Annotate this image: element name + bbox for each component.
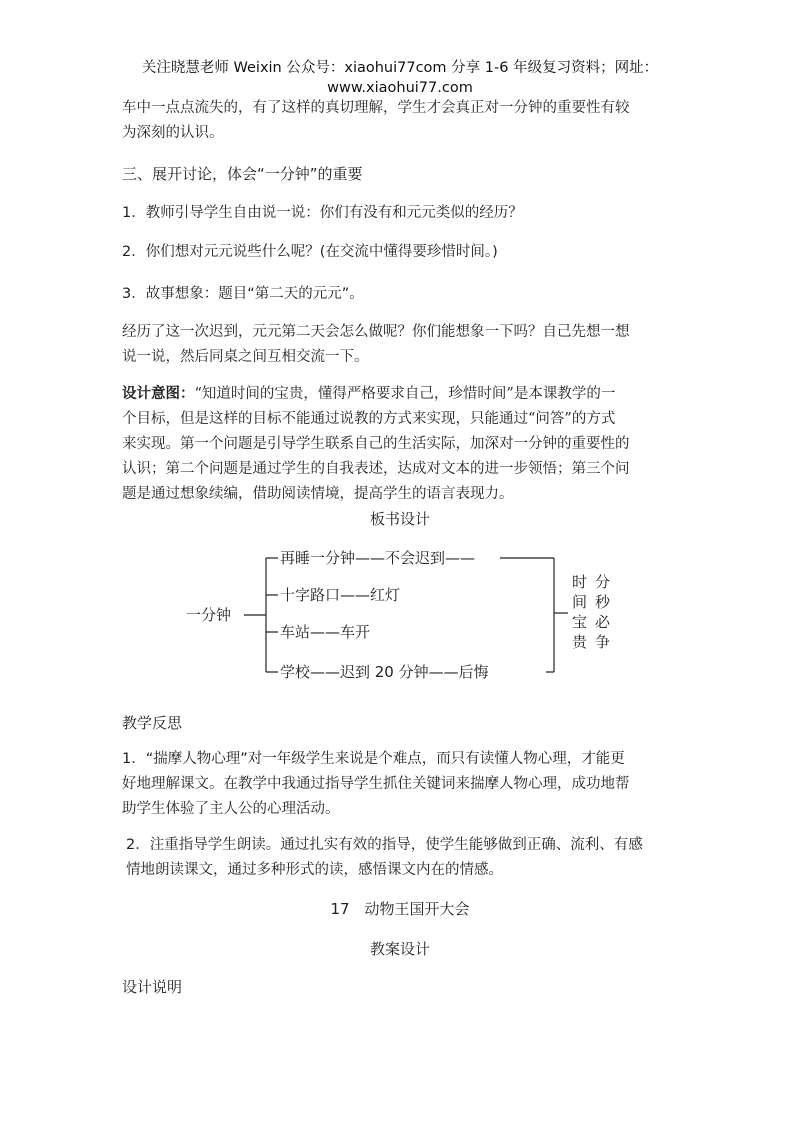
prompt-line-2: 说一说，然后同桌之间互相交流一下。 [122, 349, 369, 365]
summary-char: 必 [595, 613, 611, 631]
summary-column-1 [572, 573, 588, 651]
design-intent-line-5: 题是通过想象续编，借助阅读情境，提高学生的语言表现力。 [122, 486, 514, 502]
design-intent-line-1: “知道时间的宝贵，懂得严格要求自己，珍惜时间”是本课教学的一 [194, 386, 616, 402]
summary-char: 争 [595, 633, 611, 651]
design-intent-label: 设计意图： [122, 386, 195, 402]
lesson-title: 17 动物王国开大会 [330, 900, 470, 918]
prompt-line-1: 经历了这一次迟到，元元第二天会怎么做呢？你们能想象一下吗？自己先想一想 [122, 324, 630, 340]
header-url: www.xiaohui77.com [327, 80, 473, 96]
board-design-diagram [186, 540, 646, 690]
reflection-paragraph-2 [126, 833, 686, 883]
summary-char: 贵 [572, 633, 588, 651]
branch-4-label: 学校——迟到 20 分钟——后悔 [280, 663, 489, 681]
lesson-subtitle: 教案设计 [369, 940, 430, 958]
summary-char: 分 [595, 573, 611, 591]
reflection-heading: 教学反思 [122, 714, 183, 732]
reflection-p2-line-2: 情地朗读课文，通过多种形式的读，感悟课文内在的情感。 [126, 862, 503, 878]
header-line-1: 关注晓慧老师 Weixin 公众号：xiaohui77com 分享 1-6 年级复习资料；网址： [141, 60, 659, 76]
item-3: 3．故事想象：题目“第二天的元元”。 [122, 286, 364, 302]
design-intent-line-2: 个目标，但是这样的目标不能通过说教的方式来实现，只能通过“问答”的方式 [122, 411, 616, 427]
design-notes-heading: 设计说明 [122, 978, 183, 996]
item-1: 1．教师引导学生自由说一说：你们有没有和元元类似的经历？ [122, 205, 523, 221]
branch-2-label: 十字路口——红灯 [280, 586, 401, 604]
section-3-heading: 三、展开讨论，体会“一分钟”的重要 [122, 165, 363, 183]
reflection-p1-line-1: 1．“揣摩人物心理”对一年级学生来说是个难点，而只有读懂人物心理，才能更 [122, 751, 625, 767]
summary-char: 时 [572, 573, 588, 591]
reflection-paragraph-1 [122, 747, 682, 822]
summary-char: 间 [572, 593, 588, 611]
design-intent-paragraph [122, 382, 682, 507]
intro-paragraph [122, 96, 682, 146]
board-root-label: 一分钟 [186, 606, 232, 624]
item-2: 2．你们想对元元说些什么呢？(在交流中懂得要珍惜时间。) [122, 244, 498, 260]
branch-3-label: 车站——车开 [280, 623, 371, 641]
board-design-title: 板书设计 [369, 510, 430, 528]
page-header [0, 58, 800, 98]
design-intent-line-4: 认识；第二个问题是通过学生的自我表述，达成对文本的进一步领悟；第三个问 [122, 461, 630, 477]
branch-1-label: 再睡一分钟——不会迟到—— [280, 549, 476, 567]
intro-line-2: 为深刻的认识。 [122, 125, 224, 141]
reflection-p1-line-2: 好地理解课文。在教学中我通过指导学生抓住关键词来揣摩人物心理，成功地帮 [122, 776, 630, 792]
summary-char: 秒 [595, 593, 611, 611]
design-intent-line-3: 来实现。第一个问题是引导学生联系自己的生活实际，加深对一分钟的重要性的 [122, 436, 630, 452]
reflection-p1-line-3: 助学生体验了主人公的心理活动。 [122, 801, 340, 817]
prompt-paragraph [122, 320, 682, 370]
summary-char: 宝 [572, 613, 588, 631]
intro-line-1: 车中一点点流失的，有了这样的真切理解，学生才会真正对一分钟的重要性有较 [122, 100, 630, 116]
summary-column-2 [595, 573, 611, 651]
reflection-p2-line-1: 2．注重指导学生朗读。通过扎实有效的指导，使学生能够做到正确、流利、有感 [126, 837, 643, 853]
